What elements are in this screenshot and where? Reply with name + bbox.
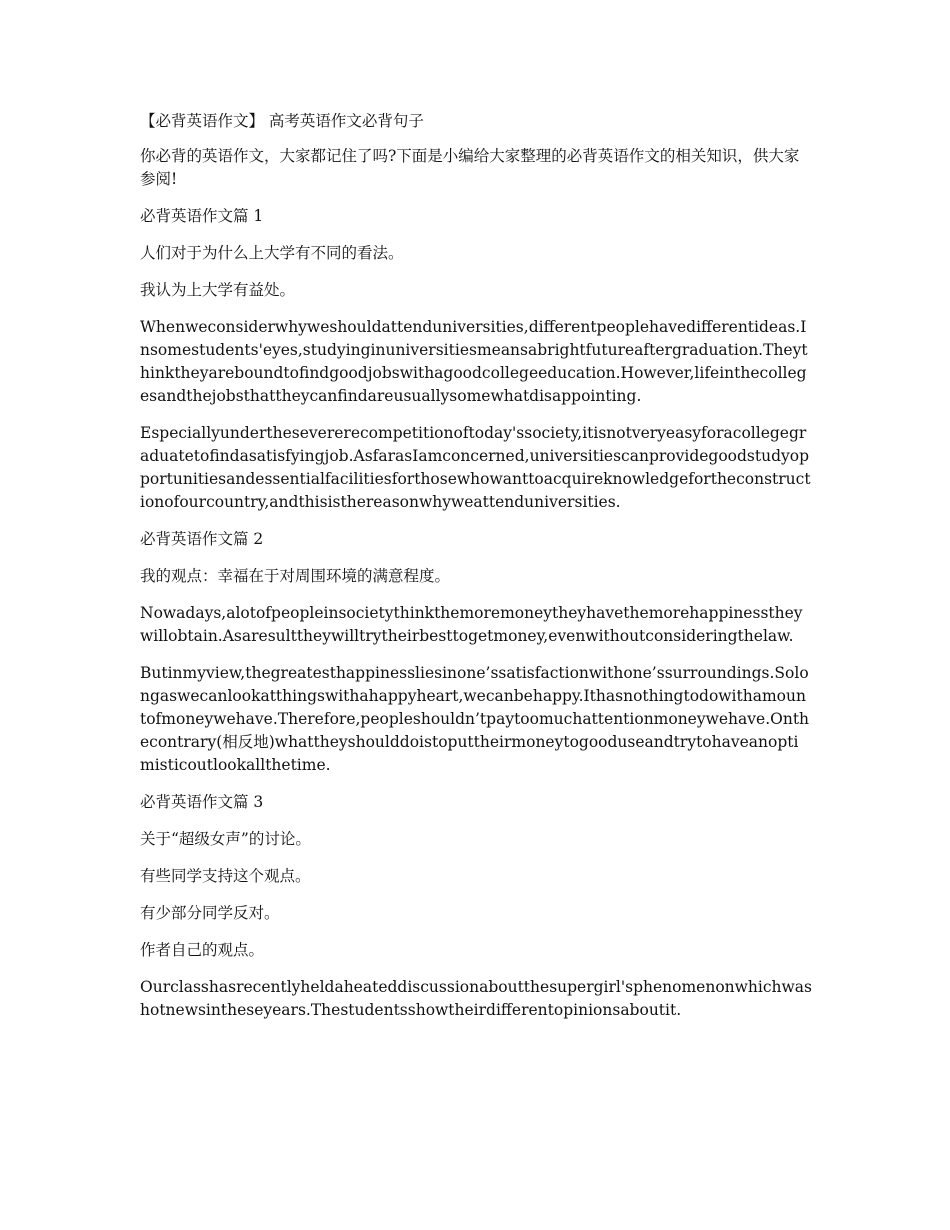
paragraph: 人们对于为什么上大学有不同的看法。 [140,244,404,262]
document-title: 【必背英语作文】 高考英语作文必背句子 [140,112,424,130]
document-page [140,110,812,1036]
paragraph: 关于“超级女声”的讨论。 [140,830,311,848]
paragraph: 有些同学支持这个观点。 [140,867,311,885]
paragraph: 作者自己的观点。 [140,941,265,959]
paragraph: Ourclasshasrecentlyheldaheateddiscussionaboutthesupergirl'sphenomenonwhichwashotnewsintheseyears.Thestudentsshowtheirdifferentopinionsaboutit. [140,978,812,1019]
paragraph: 有少部分同学反对。 [140,904,280,922]
section-heading-1: 必背英语作文篇 1 [140,207,264,225]
paragraph: 我认为上大学有益处。 [140,281,296,299]
section-heading-2: 必背英语作文篇 2 [140,530,264,548]
paragraph: Especiallyunderthesevererecompetitionoftoday'ssociety,itisnotveryeasyforacollegegraduatetofindasatisfyingjob.AsfarasIamconcerned,universitiescanprovidegoodstudyopportunitiesandessentialfacilitiesforthosewhowanttoacquireknowledgefortheconstructionofourcountry,andthisisthereasonwhyweattenduniversities. [140,424,811,511]
paragraph: Whenweconsiderwhyweshouldattenduniversities,differentpeoplehavedifferentideas.Insomestudents'eyes,studyinginuniversitiesmeansabrightfutureaftergraduation.Theythinktheyareboundtofindgoodjobswithagoodcollegeeducation.However,lifeinthecollegesandthejobsthattheycanfindareusuallysomewhatdisappointing. [140,318,808,405]
section-heading-3: 必背英语作文篇 3 [140,793,264,811]
paragraph: Nowadays,alotofpeopleinsocietythinkthemoremoneytheyhavethemorehappinesstheywillobtain.Asaresulttheywilltrytheirbesttogetmoney,evenwithoutconsideringthelaw. [140,604,803,645]
paragraph: 我的观点：幸福在于对周围环境的满意程度。 [140,567,451,585]
paragraph: Butinmyview,thegreatesthappinessliesinone’ssatisfactionwithone’ssurroundings.Solongaswecanlookatthingswithahappyheart,wecanbehappy.Ithasnothingtodowithamountofmoneywehave.Therefore,peopleshouldn’tpaytoomuchattentionmoneywehave.Onthecontrary(相反地)whattheyshoulddoistoputtheirmoneytogooduseandtrytohaveanoptimisticoutlookallthetime. [140,664,810,774]
intro-paragraph: 你必背的英语作文，大家都记住了吗?下面是小编给大家整理的必背英语作文的相关知识，供大家参阅! [140,147,800,188]
